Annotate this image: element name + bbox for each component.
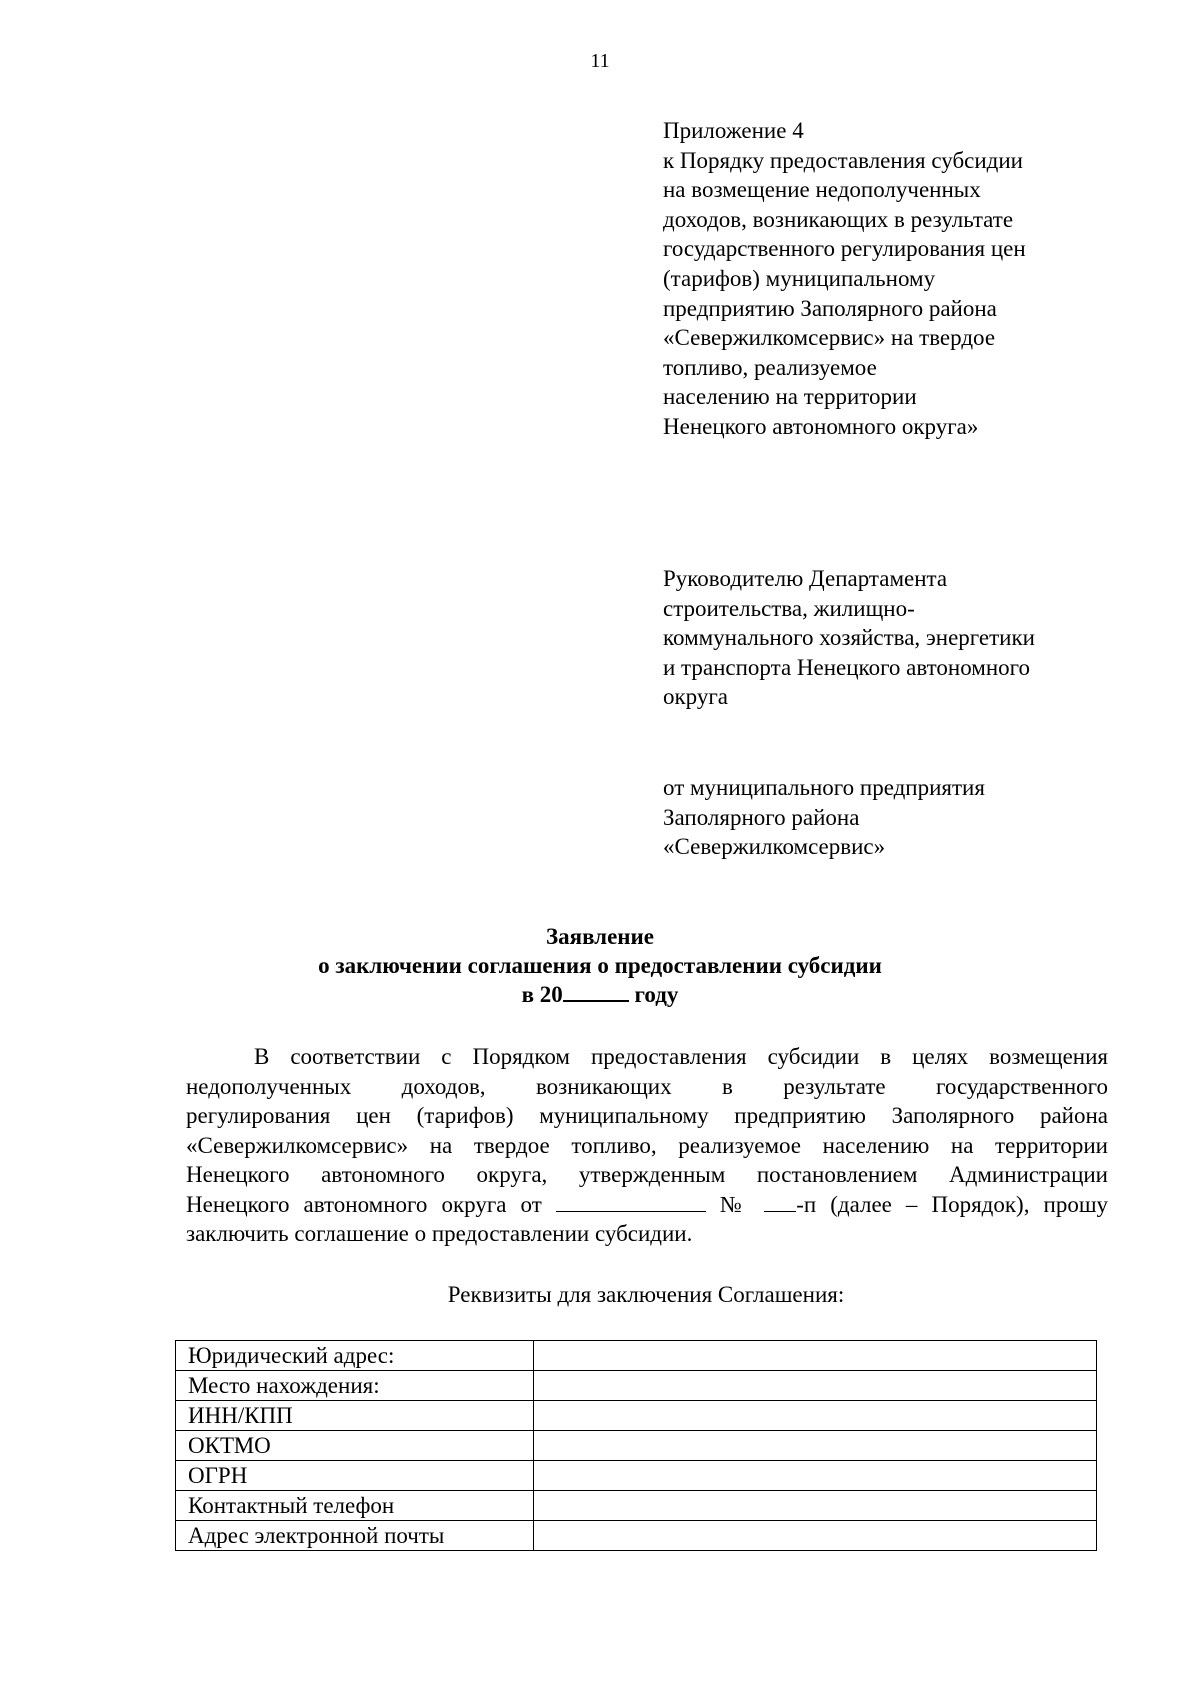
row-value[interactable] (534, 1491, 1097, 1521)
title-year-suffix: году (634, 982, 679, 1007)
appendix-line: населению на территории (663, 384, 917, 410)
sender-line: «Севержилкомсервис» (663, 834, 886, 860)
appendix-header (663, 116, 1026, 442)
sender-line: от муниципального предприятия (663, 775, 985, 800)
date-blank (556, 1193, 706, 1212)
row-label: ОГРН (176, 1461, 534, 1491)
row-label: Юридический адрес: (176, 1341, 534, 1371)
row-value[interactable] (534, 1431, 1097, 1461)
table-row (176, 1341, 1097, 1371)
body-text-part: -п (далее – Порядок), прошу (796, 1191, 1109, 1217)
number-sign: № (719, 1191, 751, 1217)
table-row (176, 1371, 1097, 1401)
appendix-line: «Севержилкомсервис» на твердое (663, 325, 996, 351)
row-value[interactable] (534, 1401, 1097, 1431)
table-row (176, 1461, 1097, 1491)
sender-line: Заполярного района (663, 804, 860, 830)
row-value[interactable] (534, 1461, 1097, 1491)
addressee-line: и транспорта Ненецкого автономного (663, 654, 1031, 680)
year-blank (563, 982, 629, 1002)
page-number: 11 (590, 50, 610, 72)
addressee-line: коммунального хозяйства, энергетики (663, 625, 1035, 651)
appendix-line: к Порядку предоставления субсидии (663, 147, 1023, 173)
row-label: Контактный телефон (176, 1491, 534, 1521)
appendix-line: топливо, реализуемое (663, 354, 877, 380)
appendix-line: предприятию Заполярного района (663, 295, 997, 321)
sender-block (663, 773, 985, 862)
table-row (176, 1521, 1097, 1551)
appendix-line: (тарифов) муниципальному (663, 265, 936, 291)
addressee-line: округа (663, 684, 729, 710)
row-value[interactable] (534, 1371, 1097, 1401)
body-line: В соответствии с Порядком предоставления субсидии в целях возмещения (254, 1044, 1108, 1069)
appendix-line: государственного регулирования цен (663, 236, 1026, 262)
title-line-2: о заключении соглашения о предоставлении субсидии (318, 953, 882, 978)
table-row (176, 1431, 1097, 1461)
title-year-prefix: в 20 (521, 982, 563, 1007)
appendix-line: Приложение 4 (663, 118, 804, 143)
application-body (186, 1042, 1108, 1249)
body-line: Ненецкого автономного округа, утвержденным постановлением Администрации (186, 1162, 1108, 1187)
row-label: ОКТМО (176, 1431, 534, 1461)
title-line-1: Заявление (545, 924, 655, 949)
requisites-heading: Реквизиты для заключения Соглашения: (447, 1282, 845, 1307)
body-line: недополученных доходов, возникающих в результате государственного (186, 1073, 1108, 1099)
table-row (176, 1401, 1097, 1431)
body-line: регулирования цен (тарифов) муниципальному предприятию Заполярного района (186, 1103, 1108, 1128)
document-title (0, 922, 1200, 1009)
body-line: заключить соглашение о предоставлении субсидии. (186, 1221, 693, 1246)
title-line-3 (0, 980, 1200, 1009)
body-line-with-blanks (186, 1190, 1108, 1220)
addressee-line: строительства, жилищно- (663, 595, 915, 621)
appendix-line: доходов, возникающих в результате (663, 206, 1014, 232)
appendix-line: на возмещение недополученных (663, 177, 981, 203)
requisites-table (175, 1340, 1097, 1551)
row-value[interactable] (534, 1521, 1097, 1551)
addressee-block (663, 564, 1035, 712)
row-label: ИНН/КПП (176, 1401, 534, 1431)
number-blank (764, 1193, 796, 1212)
row-value[interactable] (534, 1341, 1097, 1371)
table-row (176, 1491, 1097, 1521)
addressee-line: Руководителю Департамента (663, 566, 948, 591)
row-label: Место нахождения: (176, 1371, 534, 1401)
row-label: Адрес электронной почты (176, 1521, 534, 1551)
appendix-line: Ненецкого автономного округа» (663, 413, 979, 439)
body-text-part: Ненецкого автономного округа от (186, 1191, 542, 1217)
body-line: «Севержилкомсервис» на твердое топливо, реализуемое населению на территории (186, 1132, 1108, 1158)
